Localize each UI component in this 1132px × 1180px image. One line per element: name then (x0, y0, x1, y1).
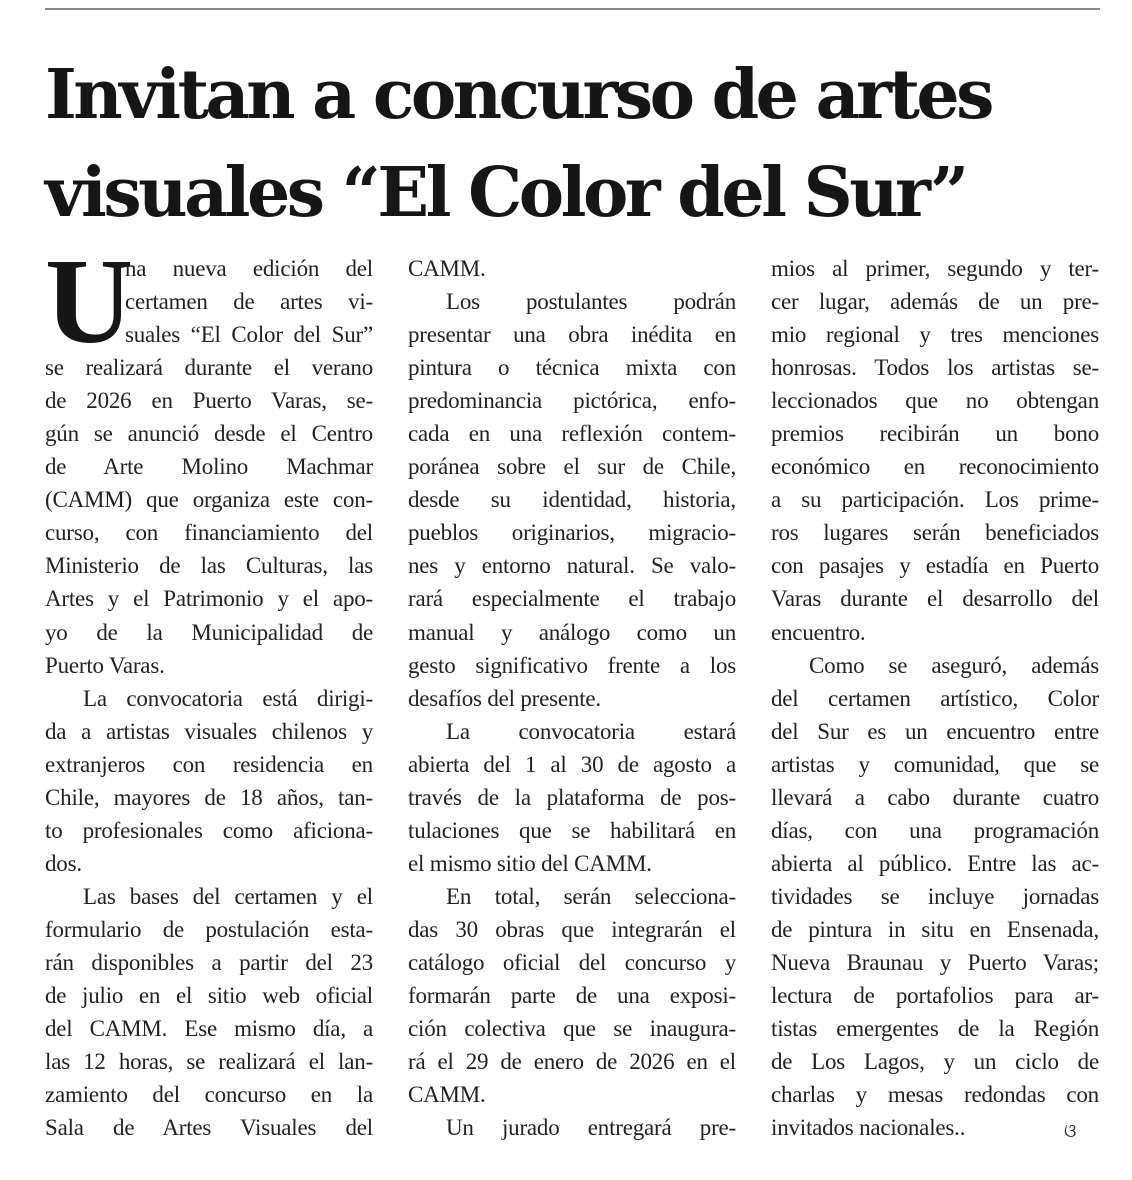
text-line: En total, serán selecciona- (446, 883, 736, 909)
text-line: tividades se incluye jornadas (771, 883, 1099, 909)
text-line: ción colectiva que se inaugura- (408, 1016, 736, 1042)
text-line: predominancia pictórica, enfo- (408, 388, 736, 414)
text-line: extranjeros con residencia en (45, 751, 373, 777)
text-line: desafíos del presente. (408, 685, 601, 711)
text-line: ros lugares serán beneficiados (771, 520, 1099, 546)
text-line: cer lugar, además de un pre- (771, 289, 1099, 315)
text-line: nes y entorno natural. Se valo- (408, 553, 736, 579)
text-line: de pintura in situ en Ensenada, (771, 916, 1099, 942)
text-line: Los postulantes podrán (446, 289, 736, 315)
text-line: Artes y el Patrimonio y el apo- (45, 586, 373, 612)
article-column-2 (408, 252, 736, 1144)
article-column-3 (771, 252, 1099, 1144)
text-line: honrosas. Todos los artistas se- (771, 355, 1099, 381)
text-line: de 2026 en Puerto Varas, se- (45, 388, 373, 414)
text-line: encuentro. (771, 619, 866, 645)
text-line: Sala de Artes Visuales del (45, 1115, 373, 1141)
text-line: Como se aseguró, además (809, 652, 1099, 678)
text-line: presentar una obra inédita en (408, 322, 736, 348)
text-line: tulaciones que se habilitará en (408, 817, 736, 843)
text-line: tistas emergentes de la Región (771, 1016, 1099, 1042)
text-line: Nueva Braunau y Puerto Varas; (771, 949, 1099, 975)
text-line: llevará a cabo durante cuatro (771, 784, 1099, 810)
text-line: manual y análogo como un (408, 619, 736, 645)
text-line: suales “El Color del Sur” (125, 322, 373, 348)
text-line: Chile, mayores de 18 años, tan- (45, 784, 373, 810)
text-line: CAMM. (408, 256, 486, 281)
text-line: La convocatoria está dirigi- (83, 685, 373, 711)
text-line: de julio en el sitio web oficial (45, 983, 373, 1009)
text-line: pintura o técnica mixta con (408, 355, 736, 381)
text-line: Puerto Varas. (45, 652, 165, 678)
text-line: certamen de artes vi- (125, 289, 373, 315)
article-headline (45, 46, 1105, 242)
text-line: de Arte Molino Machmar (45, 454, 373, 480)
text-line: se realizará durante el verano (45, 355, 373, 381)
text-line: con pasajes y estadía en Puerto (771, 553, 1099, 579)
text-line: del certamen artístico, Color (771, 685, 1099, 711)
text-line: Las bases del certamen y el (83, 883, 373, 909)
text-line: a su participación. Los prime- (771, 487, 1099, 513)
text-line: leccionados que no obtengan (771, 388, 1099, 414)
end-of-article-mark: ଓ (1064, 1121, 1077, 1142)
text-line: rá el 29 de enero de 2026 en el (408, 1049, 736, 1075)
text-line: catálogo oficial del concurso y (408, 949, 736, 975)
text-line: gesto significativo frente a los (408, 652, 736, 678)
text-line: invitados nacionales.. (771, 1115, 966, 1141)
text-line: Varas durante el desarrollo del (771, 586, 1099, 612)
text-line: pueblos originarios, migracio- (408, 520, 736, 546)
text-line: zamiento del concurso en la (45, 1082, 373, 1108)
text-line: Un jurado entregará pre- (446, 1115, 736, 1141)
text-line: La convocatoria estará (446, 718, 736, 744)
top-rule (45, 8, 1100, 10)
drop-cap: U (45, 234, 134, 369)
text-line: través de la plataforma de pos- (408, 784, 736, 810)
text-line: rán disponibles a partir del 23 (45, 949, 373, 975)
text-line: dos. (45, 850, 82, 876)
article-column-1 (45, 234, 373, 1144)
text-line: da a artistas visuales chilenos y (45, 718, 373, 744)
text-line: lectura de portafolios para ar- (771, 983, 1099, 1009)
text-line: gún se anunció desde el Centro (45, 421, 373, 447)
text-line: CAMM. (408, 1082, 486, 1108)
text-line: abierta del 1 al 30 de agosto a (408, 751, 736, 777)
text-line: (CAMM) que organiza este con- (45, 487, 373, 513)
text-line: de Los Lagos, y un ciclo de (771, 1049, 1099, 1075)
text-line: formulario de postulación esta- (45, 916, 373, 942)
text-line: na nueva edición del (125, 256, 373, 281)
text-line: cada en una reflexión contem- (408, 421, 736, 447)
text-line: curso, con financiamiento del (45, 520, 373, 546)
text-line: premios recibirán un bono (771, 421, 1099, 447)
text-line: del CAMM. Ese mismo día, a (45, 1016, 373, 1042)
text-line: desde su identidad, historia, (408, 487, 736, 513)
text-line: del Sur es un encuentro entre (771, 718, 1099, 744)
text-line: das 30 obras que integrarán el (408, 916, 736, 942)
text-line: abierta al público. Entre las ac- (771, 850, 1099, 876)
headline-line-1: Invitan a concurso de artes (45, 55, 991, 135)
text-line: días, con una programación (771, 817, 1099, 843)
text-line: yo de la Municipalidad de (45, 619, 373, 645)
text-line: to profesionales como aficiona- (45, 817, 373, 843)
headline-line-2: visuales “El Color del Sur” (45, 153, 966, 233)
text-line: rará especialmente el trabajo (408, 586, 736, 612)
text-line: económico en reconocimiento (771, 454, 1099, 480)
text-line: formarán parte de una exposi- (408, 983, 736, 1009)
text-line: Ministerio de las Culturas, las (45, 553, 373, 579)
text-line: el mismo sitio del CAMM. (408, 850, 652, 876)
text-line: charlas y mesas redondas con (771, 1082, 1099, 1108)
text-line: las 12 horas, se realizará el lan- (45, 1049, 373, 1075)
text-line: poránea sobre el sur de Chile, (408, 454, 736, 480)
text-line: mio regional y tres menciones (771, 322, 1099, 348)
text-line: mios al primer, segundo y ter- (771, 256, 1099, 281)
text-line: artistas y comunidad, que se (771, 751, 1099, 777)
